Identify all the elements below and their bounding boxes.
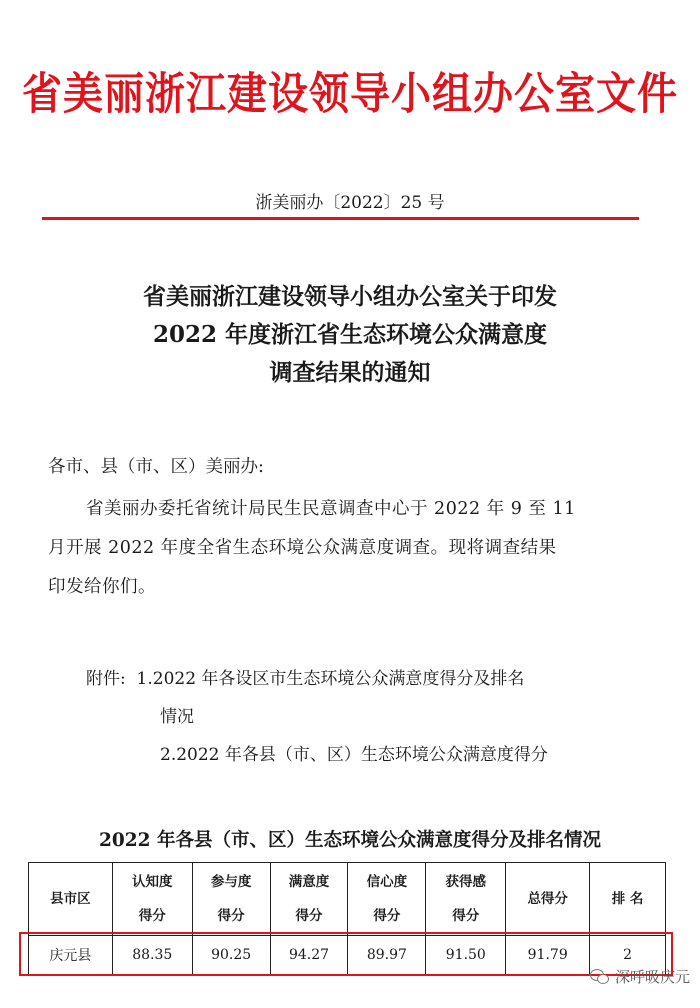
county-cell: 庆元县 [29,936,113,975]
total-score-cell: 91.79 [506,936,590,975]
body-line: 省美丽办委托省统计局民生民意调查中心于 2022 年 9 至 11 [86,499,576,519]
notice-title-line: 调查结果的通知 [269,359,431,386]
score-cell: 88.35 [112,936,192,975]
score-cell: 89.97 [348,936,426,975]
notice-title-line: 2022 年度浙江省生态环境公众满意度 [152,321,548,348]
recipient-line: 各市、县（市、区）美丽办: [48,457,264,477]
column-header: 总得分 [506,863,590,936]
wechat-icon [590,969,610,985]
score-table [28,862,666,975]
notice-title-line: 省美丽浙江建设领导小组办公室关于印发 [143,283,557,310]
attachments-label: 附件: [86,669,126,689]
score-cell: 91.50 [426,936,506,975]
attachment-item: 1.2022 年各设区市生态环境公众满意度得分及排名 [136,669,525,689]
score-cell: 90.25 [192,936,270,975]
document-header-title: 省美丽浙江建设领导小组办公室文件 [22,69,678,120]
body-line: 印发给你们。 [48,577,156,597]
attachment-item-continuation: 情况 [160,707,194,727]
column-header: 参与度 得分 [192,863,270,936]
column-header: 获得感 得分 [426,863,506,936]
body-line: 月开展 2022 年度全省生态环境公众满意度调查。现将调查结果 [48,538,557,558]
column-header: 满意度 得分 [270,863,348,936]
watermark-text: 深呼吸庆元 [614,968,690,986]
column-header: 认知度 得分 [112,863,192,936]
rank-cell: 2 [590,936,666,975]
table-title: 2022 年各县（市、区）生态环境公众满意度得分及排名情况 [99,830,601,851]
body-paragraph [48,490,643,607]
table-row [29,936,666,975]
column-header: 县市区 [29,863,113,936]
red-divider-line [42,217,639,220]
score-cell: 94.27 [270,936,348,975]
attachments-section [86,660,548,774]
column-header: 信心度 得分 [348,863,426,936]
table-header-row [29,863,666,936]
document-number: 浙美丽办〔2022〕25 号 [255,193,445,213]
attachment-item: 2.2022 年各县（市、区）生态环境公众满意度得分 [160,745,548,765]
notice-title [0,278,700,392]
watermark [590,966,690,987]
column-header: 排 名 [590,863,666,936]
